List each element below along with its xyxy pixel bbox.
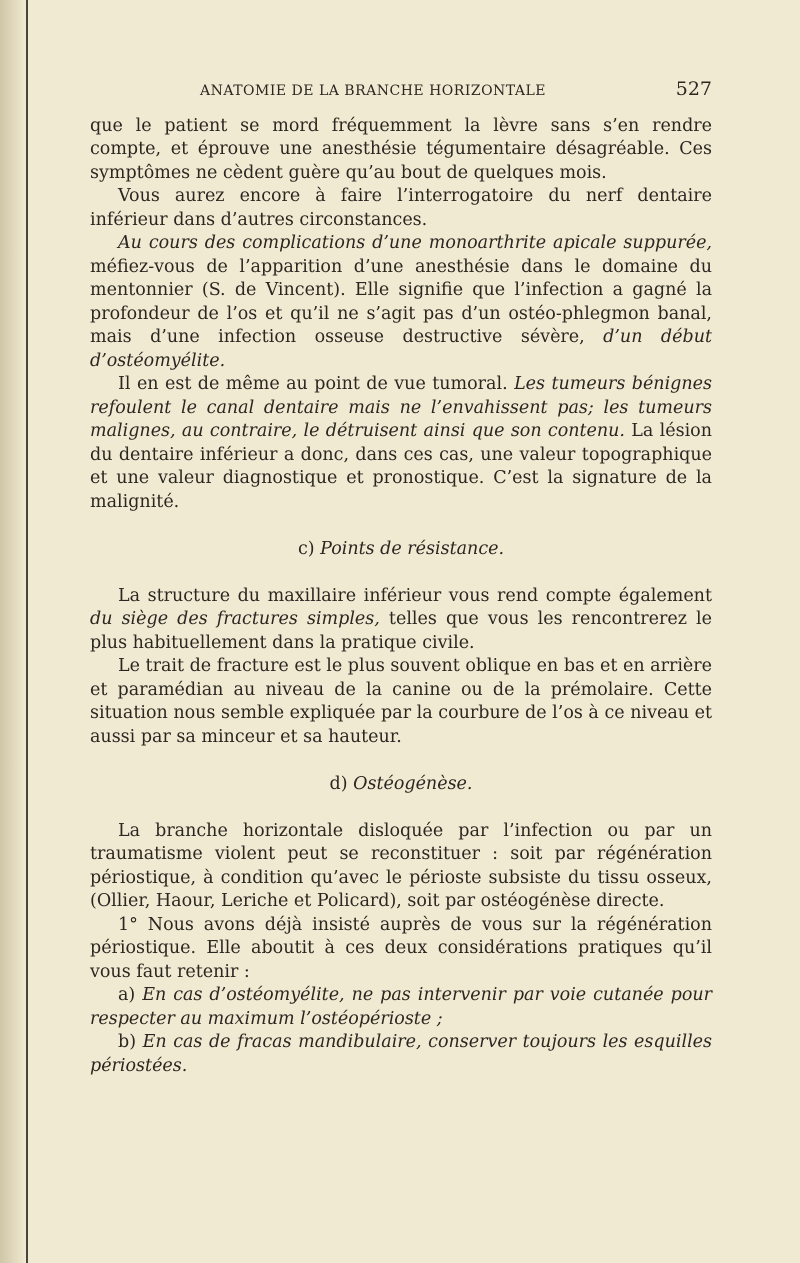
page-number: 527 — [675, 78, 712, 100]
section-letter: d) — [329, 774, 354, 794]
italic-phrase: Les tumeurs bénignes refoulent le canal dentaire mais ne l’envahissent pas; les tumeurs malignes, au contraire, le détruisent ainsi que son contenu. — [90, 374, 712, 441]
page-body — [90, 78, 712, 1078]
running-header — [200, 78, 712, 104]
text-run: La structure du maxillaire inférieur vous rend compte également — [118, 585, 712, 606]
section-title: Points de résistance. — [320, 539, 505, 559]
paragraph-3 — [90, 232, 712, 373]
paragraph-8: 1° Nous avons déjà insisté auprès de vous sur la régénération périostique. Elle aboutit à ces deux considérations pratiques qu’il vous faut retenir : — [90, 914, 712, 982]
section-heading-c — [90, 538, 712, 562]
list-label: b) — [118, 1032, 143, 1052]
italic-phrase: d’un début d’ostéomyélite. — [90, 327, 713, 371]
paragraph-1: que le patient se mord fréquemment la lèvre sans s’en rendre compte, et éprouve une anesthésie tégumentaire désagréable. Ces symptômes ne cèdent guère qu’au bout de quelques mois. — [90, 115, 712, 183]
italic-phrase: En cas de fracas mandibulaire, conserver toujours les esquilles périostées. — [90, 1032, 713, 1076]
paragraph-9 — [90, 984, 712, 1031]
text-run: La lésion du dentaire inférieur a donc, dans ces cas, une valeur topographique et une valeur diagnostique et pronostique. C’est la signature de la malignité. — [90, 421, 712, 512]
section-title: Ostéogénèse. — [353, 774, 473, 794]
paragraph-2: Vous aurez encore à faire l’interrogatoire du nerf dentaire inférieur dans d’autres circonstances. — [90, 186, 712, 230]
page-binding-edge — [26, 0, 28, 1263]
text-run: Il en est de même au point de vue tumoral. — [118, 374, 515, 394]
running-title: ANATOMIE DE LA BRANCHE HORIZONTALE — [200, 83, 546, 99]
paragraph-10 — [90, 1031, 712, 1078]
italic-phrase: Au cours des complications d’une monoarthrite apicale suppurée, — [118, 233, 712, 253]
paragraph-6: Le trait de fracture est le plus souvent oblique en bas et en arrière et paramédian au niveau de la canine ou de la prémolaire. Cette situation nous semble expliquée par la courbure de l’os à ce niveau et aussi par sa minceur et sa hauteur. — [90, 656, 712, 747]
section-letter: c) — [297, 539, 321, 559]
paragraph-5 — [90, 585, 712, 656]
paragraph-4 — [90, 373, 712, 514]
text-run: telles que vous les rencontrerez le plus habituellement dans la pratique civile. — [90, 609, 713, 653]
italic-phrase: En cas d’ostéomyélite, ne pas intervenir par voie cutanée pour respecter au maximum l’ostéopérioste ; — [90, 985, 712, 1029]
page-binding-shadow — [0, 0, 26, 1263]
list-label: a) — [118, 985, 143, 1005]
text-run: méfiez-vous de l’apparition d’une anesthésie dans le domaine du mentonnier (S. de Vincent). Elle signifie que l’infection a gagné la profondeur de l’os et qu’il ne s’agit pas d’un ostéo-phlegmon banal, mais d’une infection osseuse destructive sévère, — [90, 256, 712, 347]
italic-phrase: du siège des fractures simples, — [90, 609, 380, 629]
paragraph-7: La branche horizontale disloquée par l’infection ou par un traumatisme violent peut se reconstituer : soit par régénération périostique, à condition qu’avec le périoste subsiste du tissu osseux, (Ollier, Haour, Leriche et Policard), soit par ostéogénèse directe. — [90, 820, 712, 911]
section-heading-d — [90, 773, 712, 797]
